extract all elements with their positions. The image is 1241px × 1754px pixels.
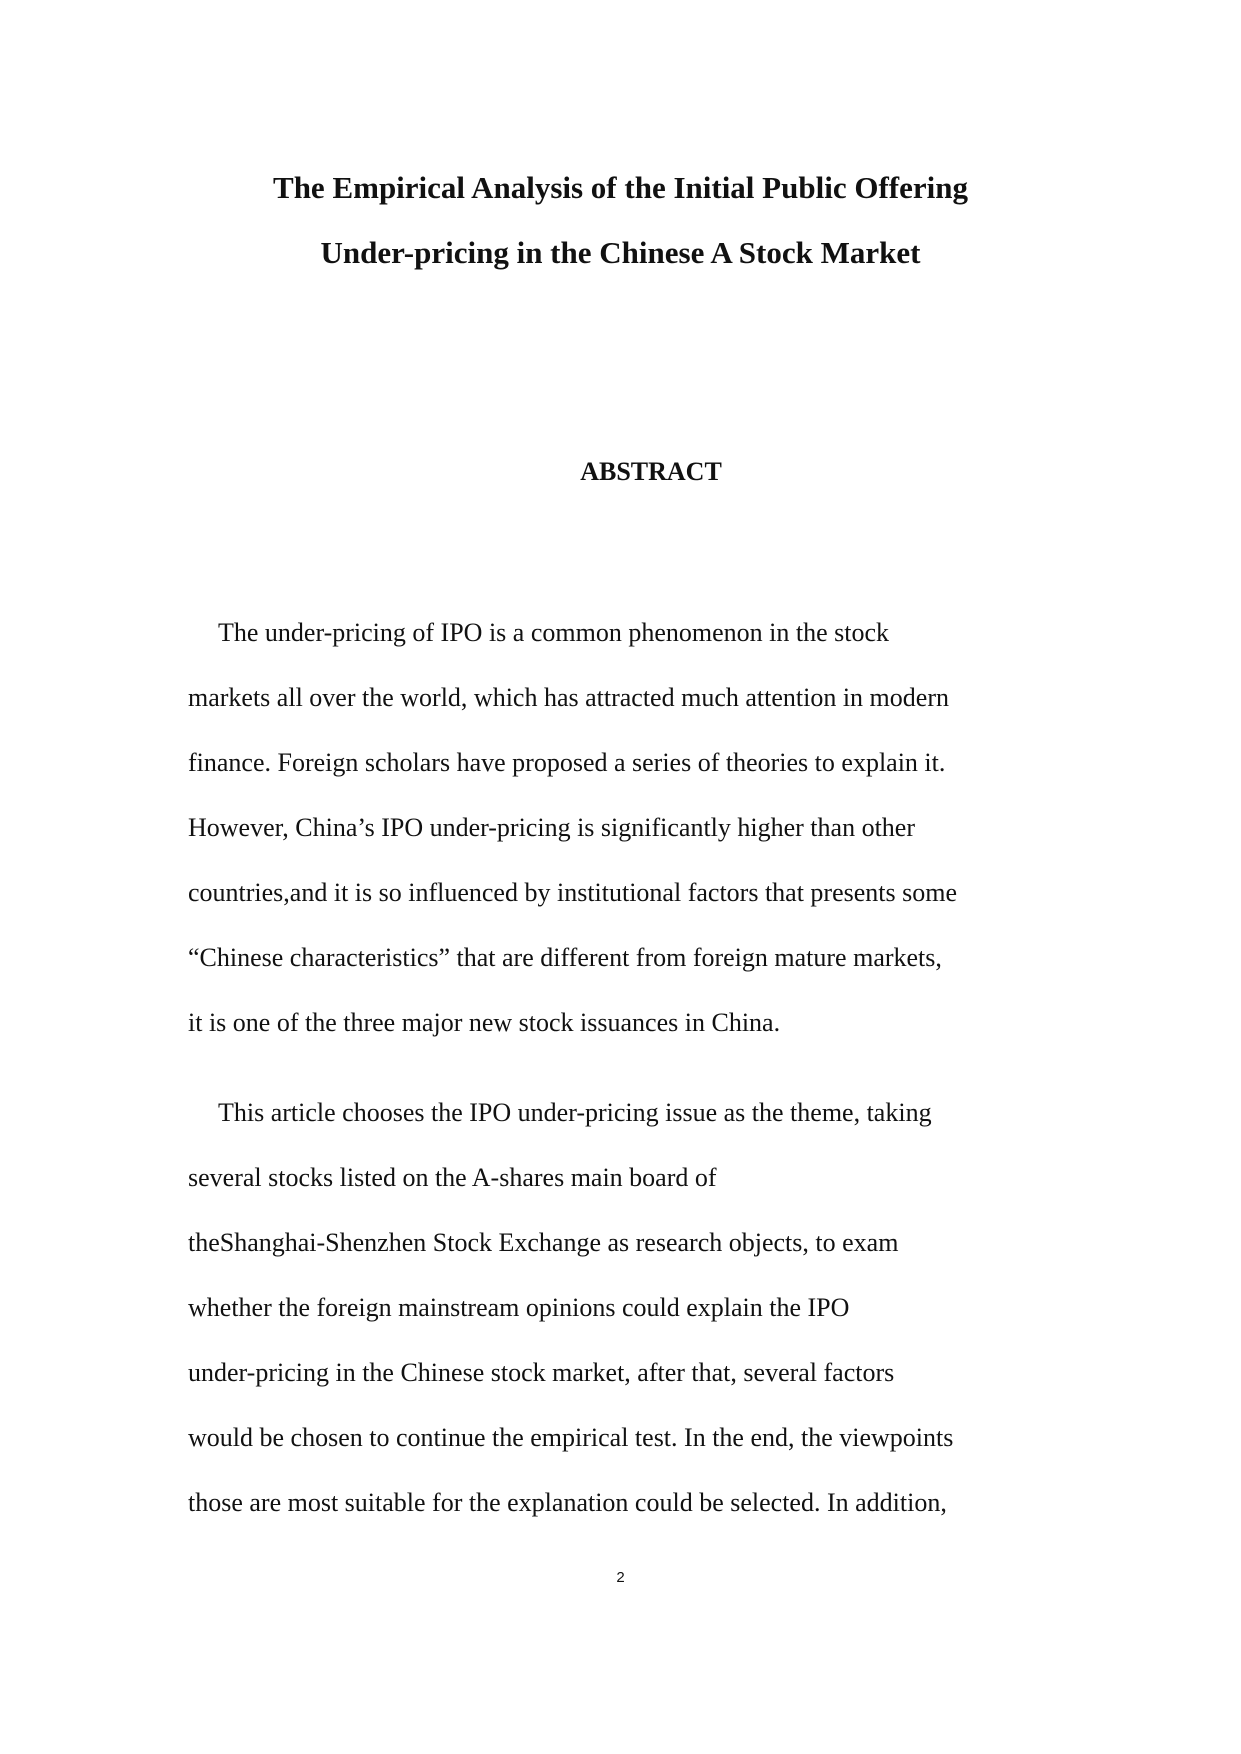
paragraph-line: under-pricing in the Chinese stock market, after that, several factors — [188, 1358, 895, 1387]
paragraph-line: those are most suitable for the explanation could be selected. In addition, — [188, 1488, 947, 1517]
page-number: 2 — [616, 1569, 625, 1586]
paragraph-line: The under-pricing of IPO is a common phenomenon in the stock — [218, 618, 889, 647]
paragraph-line: theShanghai-Shenzhen Stock Exchange as research objects, to exam — [188, 1228, 899, 1257]
paragraph-line: several stocks listed on the A-shares main board of — [188, 1163, 717, 1192]
paragraph-line: countries,and it is so influenced by institutional factors that presents some — [188, 878, 958, 907]
title-line-2: Under-pricing in the Chinese A Stock Market — [320, 235, 921, 270]
paragraph-line: finance. Foreign scholars have proposed a series of theories to explain it. — [188, 748, 946, 777]
abstract-paragraph-1 — [188, 600, 1068, 1055]
paragraph-line: However, China’s IPO under-pricing is significantly higher than other — [188, 813, 915, 842]
paragraph-line: markets all over the world, which has attracted much attention in modern — [188, 683, 949, 712]
abstract-heading: ABSTRACT — [580, 457, 722, 486]
paragraph-line: “Chinese characteristics” that are different from foreign mature markets, — [188, 943, 942, 972]
title-line-1: The Empirical Analysis of the Initial Public Offering — [273, 170, 968, 205]
paragraph-line: whether the foreign mainstream opinions could explain the IPO — [188, 1293, 850, 1322]
paragraph-line: would be chosen to continue the empirical test. In the end, the viewpoints — [188, 1423, 954, 1452]
paragraph-line: it is one of the three major new stock issuances in China. — [188, 1008, 781, 1037]
abstract-paragraph-2 — [188, 1080, 1068, 1535]
paper-title — [0, 155, 1241, 285]
paragraph-line: This article chooses the IPO under-pricing issue as the theme, taking — [218, 1098, 932, 1127]
